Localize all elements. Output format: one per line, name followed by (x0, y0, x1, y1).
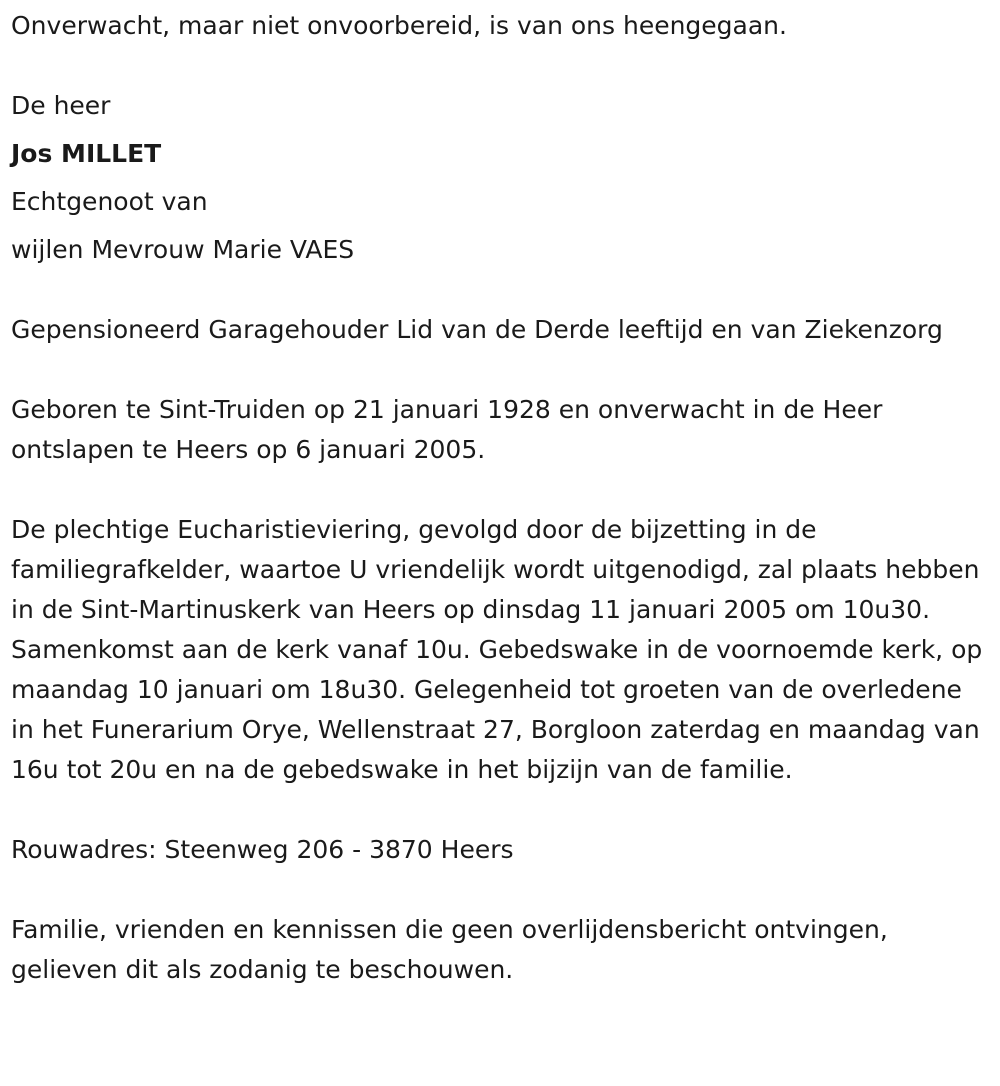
spacer (11, 350, 988, 390)
birth-death-text: Geboren te Sint-Truiden op 21 januari 1928 en onverwacht in de Heer ontslapen te Heers op 6 januari 2005. (11, 395, 883, 464)
spacer (11, 790, 988, 830)
spacer (11, 46, 988, 86)
occupation-text: Gepensioneerd Garagehouder Lid van de Derde leeftijd en van Ziekenzorg (11, 315, 943, 344)
relation-text: Echtgenoot van (11, 187, 208, 216)
address-text: Rouwadres: Steenweg 206 - 3870 Heers (11, 835, 514, 864)
spacer (11, 870, 988, 910)
spouse-text: wijlen Mevrouw Marie VAES (11, 235, 355, 264)
spacer (11, 470, 988, 510)
closing-text: Familie, vrienden en kennissen die geen overlijdensbericht ontvingen, gelieven dit als zodanig te beschouwen. (11, 915, 888, 984)
spacer (11, 270, 988, 310)
ceremony-text: De plechtige Eucharistieviering, gevolgd door de bijzetting in de familiegrafkelder, waartoe U vriendelijk wordt uitgenodigd, zal plaats hebben in de Sint-Martinuskerk van Heers op dinsdag 11 januari 2005 om 10u30. Samenkomst aan de kerk vanaf 10u. Gebedswake in de voornoemde kerk, op maandag 10 januari om 18u30. Gelegenheid tot groeten van de overledene in het Funerarium Orye, Wellenstraat 27, Borgloon zaterdag en maandag van 16u tot 20u en na de gebedswake in het bijzijn van de familie. (11, 515, 983, 784)
salutation: De heer (11, 91, 111, 120)
intro-text: Onverwacht, maar niet onvoorbereid, is van ons heengegaan. (11, 11, 787, 40)
deceased-name: Jos MILLET (11, 139, 162, 168)
